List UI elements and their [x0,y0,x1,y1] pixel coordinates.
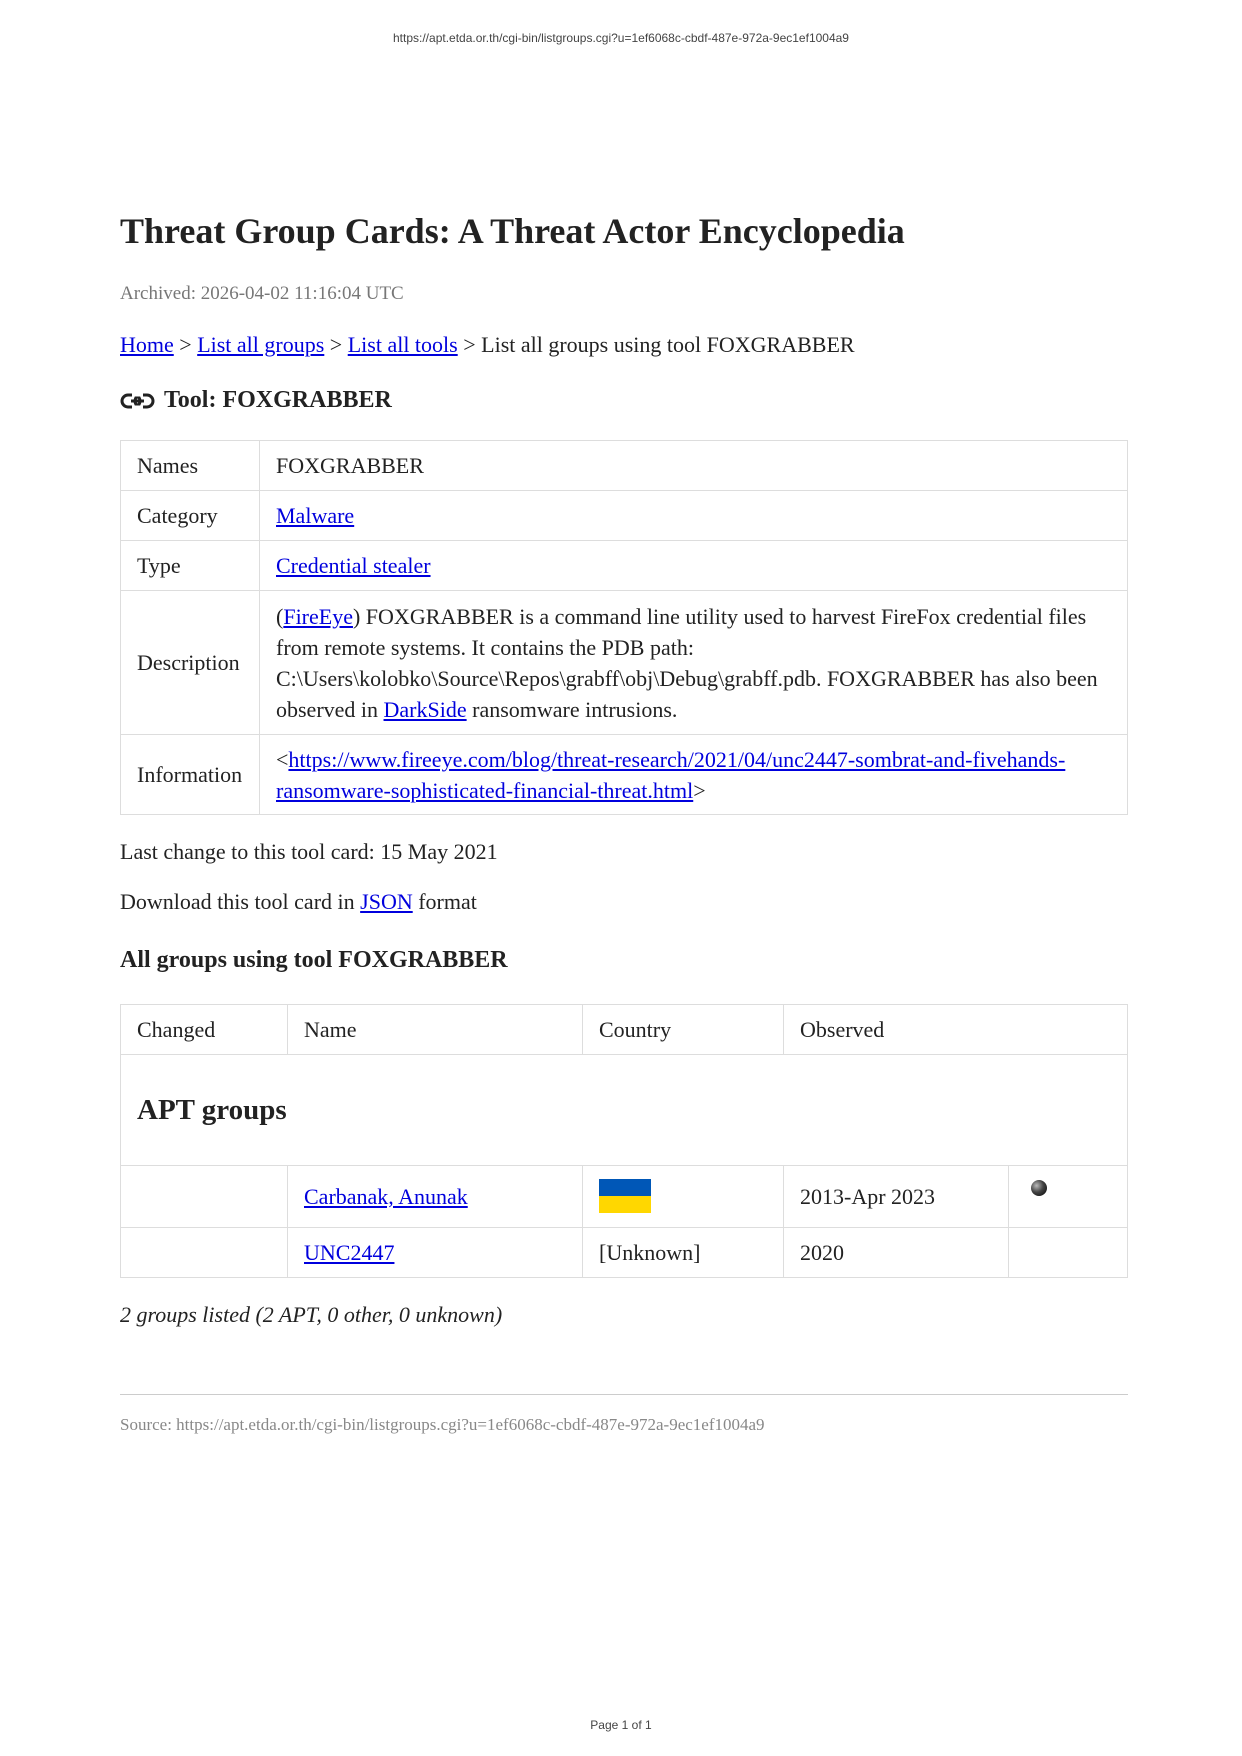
changed-cell [121,1166,288,1228]
download-post: format [412,889,477,915]
type-label: Type [121,541,260,591]
breadcrumb-current: List all groups using tool FOXGRABBER [481,332,855,358]
breadcrumb-home-link[interactable]: Home [120,332,174,358]
apt-groups-heading: APT groups [121,1055,1128,1166]
source-url: Source: https://apt.etda.or.th/cgi-bin/listgroups.cgi?u=1ef6068c-cbdf-487e-972a-9ec1ef1004a9 [120,1415,765,1435]
breadcrumb-groups-link[interactable]: List all groups [197,332,325,358]
changed-cell [121,1228,288,1278]
tool-heading-row [120,388,1128,414]
col-changed: Changed [121,1005,288,1055]
download-line [120,889,1128,915]
link-icon [120,390,156,414]
col-country: Country [583,1005,784,1055]
marker-cell [1009,1166,1128,1228]
breadcrumb-separator: > [324,332,348,358]
groups-summary: 2 groups listed (2 APT, 0 other, 0 unknown) [120,1302,503,1328]
json-download-link[interactable]: JSON [360,889,413,915]
table-row [121,541,1128,591]
last-change: Last change to this tool card: 15 May 2021 [120,839,498,865]
description-text: ) FOXGRABBER is a command line utility used to harvest FireFox credential files from remote systems. It contains the PDB path: C:\Users\kolobko\Source\Repos\grabff\obj\Debug\grabff.pdb. FOXGRABBER has also been observed in [276,603,1098,722]
section-row [121,1055,1128,1166]
table-row [121,441,1128,491]
category-malware-link[interactable]: Malware [276,503,355,529]
marker-cell [1009,1228,1128,1278]
ukraine-flag-icon [599,1179,651,1213]
category-cell [260,491,1128,541]
information-cell [260,735,1128,815]
table-row [121,1228,1128,1278]
carbanak-anunak-link[interactable]: Carbanak, Anunak [304,1184,468,1210]
names-value: FOXGRABBER [260,441,1128,491]
country-cell [583,1166,784,1228]
table-row [121,491,1128,541]
page-number: Page 1 of 1 [590,1718,652,1732]
description-cell [260,591,1128,735]
type-credential-stealer-link[interactable]: Credential stealer [276,553,431,579]
print-header-url: https://apt.etda.or.th/cgi-bin/listgroups.cgi?u=1ef6068c-cbdf-487e-972a-9ec1ef1004a9 [393,31,849,45]
desc-paren: ( [276,603,284,629]
observed-cell: 2020 [784,1228,1009,1278]
table-header-row [121,1005,1128,1055]
category-label: Category [121,491,260,541]
download-pre: Download this tool card in [120,889,361,915]
groups-heading: All groups using tool FOXGRABBER [120,947,508,974]
main-content [120,210,1128,1435]
country-cell: [Unknown] [583,1228,784,1278]
tool-heading: Tool: FOXGRABBER [164,387,392,414]
black-ball-icon [1031,1180,1047,1196]
tool-info-table [120,440,1128,815]
divider [120,1394,1128,1395]
name-cell [288,1166,583,1228]
fireeye-link[interactable]: FireEye [283,603,353,629]
information-url-link[interactable]: https://www.fireeye.com/blog/threat-research/2021/04/unc2447-sombrat-and-fivehands-ransomware-sophisticated-financial-threat.html [276,746,1066,803]
darkside-link[interactable]: DarkSide [383,696,467,722]
information-label: Information [121,735,260,815]
col-observed: Observed [784,1005,1128,1055]
breadcrumb-separator: > [173,332,198,358]
info-close-bracket: > [693,777,706,803]
table-row [121,591,1128,735]
info-open-bracket: < [276,746,289,772]
breadcrumb [120,332,1128,358]
page-title: Threat Group Cards: A Threat Actor Encyclopedia [120,211,905,251]
type-cell [260,541,1128,591]
table-row [121,735,1128,815]
unc2447-link[interactable]: UNC2447 [304,1240,395,1266]
description-label: Description [121,591,260,735]
breadcrumb-separator: > [457,332,482,358]
groups-table [120,1004,1128,1278]
observed-cell: 2013-Apr 2023 [784,1166,1009,1228]
description-text-end: ransomware intrusions. [466,696,678,722]
name-cell [288,1228,583,1278]
table-row [121,1166,1128,1228]
breadcrumb-tools-link[interactable]: List all tools [347,332,458,358]
col-name: Name [288,1005,583,1055]
names-label: Names [121,441,260,491]
archived-timestamp: Archived: 2026-04-02 11:16:04 UTC [120,283,404,305]
